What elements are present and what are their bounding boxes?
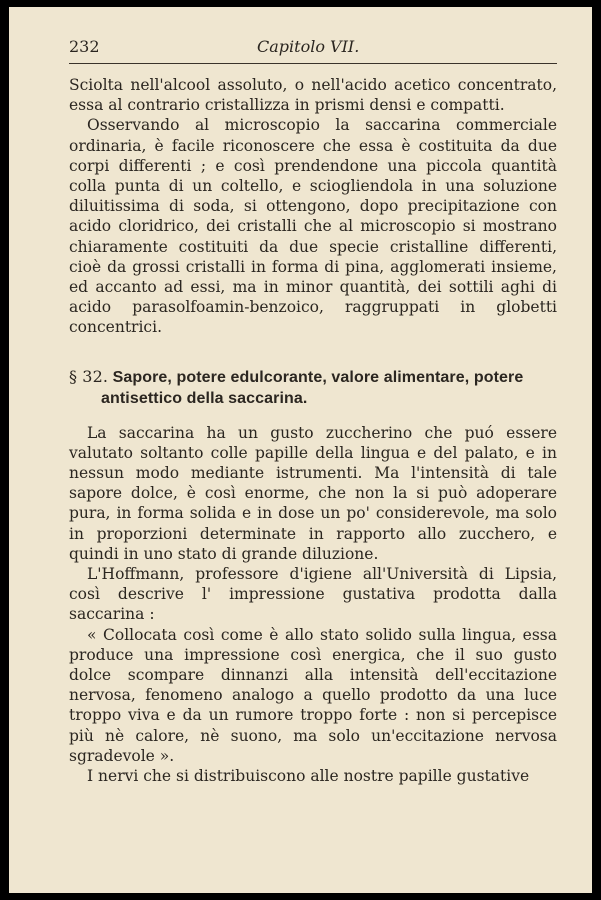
paragraph-continuation: Sciolta nell'alcool assoluto, o nell'acido acetico concentrato, essa al contrario cristallizza in prismi densi e compatti. — [69, 76, 557, 115]
header-rule — [69, 63, 557, 64]
page-body — [69, 75, 557, 786]
section-heading — [69, 366, 557, 409]
paragraph-taste: La saccarina ha un gusto zuccherino che puó essere valutato soltanto colle papille della lingua e del palato, e in nessun modo mediante istrumenti. Ma l'intensità di tale sapore dolce, è così enorme, che non la si può adoperare pura, in forma solida e in dose un po' considerevole, ma solo in proporzioni determinate in rapporto allo zucchero, e quindi in uno stato di grande diluzione. — [69, 423, 557, 563]
paragraph-hoffmann: L'Hoffmann, professore d'igiene all'Università di Lipsia, così descrive l' impressione gustativa prodotta dalla saccarina : — [69, 565, 557, 624]
paragraph-microscope: Osservando al microscopio la saccarina commerciale ordinaria, è facile riconoscere che essa è costituita da due corpi differenti ; e così prendendone una piccola quantità colla punta di un coltello, e sciogliendola in una soluzione diluitissima di soda, si ottengono, dopo precipitazione con acido cloridrico, dei cristalli che al microscopio si mostrano chiaramente costituiti da due specie cristalline differenti, cioè da grossi cristalli in forma di pina, agglomerati insieme, ed accanto ad essi, ma in minor quantità, dei sottili aghi di acido parasolfoamin-benzoico, raggruppati in globetti concentrici. — [69, 116, 557, 337]
section-title: Sapore, potere edulcorante, valore alimentare, potere antisettico della saccarina. — [101, 368, 524, 407]
paragraph-nerves: I nervi che si distribuiscono alle nostre papille gustative — [87, 767, 530, 786]
page-header — [69, 37, 557, 59]
page-number: 232 — [69, 37, 100, 56]
running-title: Capitolo VII. — [257, 37, 360, 56]
paragraph-quote: « Collocata così come è allo stato solido sulla lingua, essa produce una impressione così energica, che il suo gusto dolce scompare dinnanzi alla intensità dell'eccitazione nervosa, fenomeno analogo a quello prodotto da una luce troppo viva e da un rumore troppo forte : non si percepisce più nè calore, nè suono, ma solo un'eccitazione nervosa sgradevole ». — [69, 625, 557, 765]
section-number: § 32. — [69, 366, 109, 386]
book-page — [9, 7, 592, 893]
